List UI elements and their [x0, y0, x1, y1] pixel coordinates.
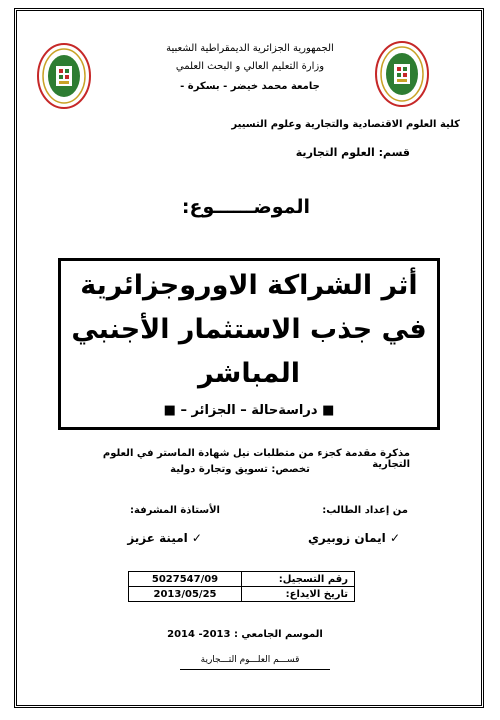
republic-line: الجمهورية الجزائرية الديمقراطية الشعبية — [166, 43, 334, 54]
university-logo-right — [374, 40, 430, 110]
supervisor-name: ✓ امينة عزيز — [127, 531, 202, 545]
memo-line-1: مذكرة مقدمة كجزء من متطلبات نيل شهادة الماستر في العلوم التجارية — [102, 448, 410, 470]
footer-divider — [180, 669, 330, 670]
date-label: تاريخ الايداع: — [242, 587, 355, 602]
university-logo-left — [36, 42, 92, 112]
title-line-3: المباشر — [197, 358, 300, 389]
student-label: من إعداد الطالب: — [322, 505, 408, 516]
reg-value: 5027547/09 — [129, 572, 242, 587]
table-row — [129, 572, 355, 587]
footer-department: قســـم العلـــوم التـــجارية — [200, 655, 300, 665]
university-line: جامعة محمد خيضر - بسكرة - — [180, 81, 320, 92]
registration-table — [128, 571, 355, 602]
title-line-2: في جذب الاستثمار الأجنبي — [71, 314, 427, 345]
subject-label: الموضــــــوع: — [181, 196, 310, 218]
reg-label: رقم التسجيل: — [242, 572, 355, 587]
supervisor-label: الأستاذة المشرفة: — [130, 505, 220, 516]
faculty-line: كلية العلوم الاقتصادية والتجارية وعلوم التسيير — [231, 119, 460, 130]
department-line: قسم: العلوم التجارية — [295, 146, 410, 159]
date-value: 2013/05/25 — [129, 587, 242, 602]
student-name: ✓ ايمان زوبيري — [307, 531, 400, 545]
title-line-1: أثر الشراكة الاوروجزائرية — [80, 270, 418, 301]
memo-line-2: تخصص: تسويق وتجارة دولية — [170, 464, 310, 475]
ministry-line: وزارة التعليم العالي و البحث العلمي — [175, 61, 325, 72]
title-box — [58, 258, 440, 430]
table-row — [129, 587, 355, 602]
case-study-line: ■ دراسةحالة – الجزائر – ■ — [163, 403, 335, 418]
academic-season: الموسم الجامعي : 2013- 2014 — [167, 629, 323, 640]
